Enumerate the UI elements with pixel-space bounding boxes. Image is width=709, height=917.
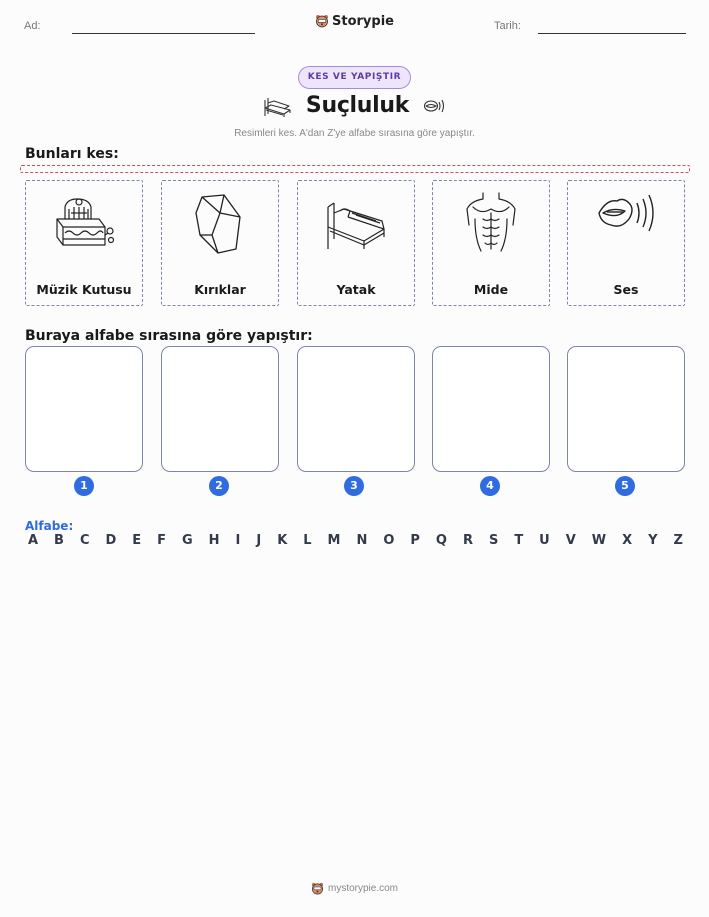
activity-badge: KES VE YAPIŞTIR: [298, 66, 411, 89]
slot-number: 1: [74, 476, 94, 496]
alphabet-label: Alfabe:: [25, 519, 74, 533]
name-label: Ad:: [24, 20, 41, 32]
slot-number: 3: [344, 476, 364, 496]
card-shards[interactable]: [161, 180, 279, 306]
alphabet-letter: P: [410, 533, 420, 548]
bear-icon: [315, 14, 329, 28]
page-title: Suçluluk: [305, 93, 410, 118]
alphabet-letter: L: [303, 533, 312, 548]
card-voice[interactable]: [567, 180, 685, 306]
alphabet-letter: N: [356, 533, 368, 548]
slot-number: 2: [209, 476, 229, 496]
bear-icon: [311, 882, 324, 895]
alphabet-letter: S: [488, 533, 499, 548]
brand-name: Storypie: [332, 13, 394, 29]
alphabet-letter: X: [622, 533, 633, 548]
alphabet-letter: Q: [435, 533, 447, 548]
alphabet-letter: V: [565, 533, 576, 548]
alphabet-letter: K: [277, 533, 288, 548]
alphabet-letter: M: [327, 533, 341, 548]
paste-heading: Buraya alfabe sırasına göre yapıştır:: [25, 328, 313, 344]
paste-slot-1[interactable]: [25, 346, 143, 472]
date-line: [538, 33, 686, 34]
alphabet-letter: J: [256, 533, 262, 548]
alphabet-letter: W: [591, 533, 607, 548]
footer-url[interactable]: mystorypie.com: [327, 883, 398, 894]
alphabet-letter: D: [105, 533, 117, 548]
voice-icon: [423, 97, 447, 115]
voice-icon: [593, 189, 659, 239]
cut-line: [20, 165, 690, 173]
alphabet-letter: Y: [648, 533, 658, 548]
music-box-icon: [47, 189, 121, 257]
shard-icon: [190, 189, 250, 259]
paste-slot-5[interactable]: [567, 346, 685, 472]
date-label: Tarih:: [494, 20, 521, 32]
torso-icon: [461, 189, 521, 255]
instructions: Resimleri kes. A'dan Z'ye alfabe sırasına göre yapıştır.: [234, 128, 475, 139]
alphabet-letter: T: [514, 533, 524, 548]
alphabet-letter: C: [79, 533, 90, 548]
alphabet-letter: E: [132, 533, 142, 548]
card-label: Kırıklar: [194, 282, 246, 297]
cut-heading: Bunları kes:: [25, 146, 119, 162]
card-label: Mide: [473, 282, 509, 297]
slot-number: 5: [615, 476, 635, 496]
slot-number: 4: [480, 476, 500, 496]
alphabet-letter: H: [208, 533, 220, 548]
alphabet-letter: G: [182, 533, 193, 548]
card-label: Müzik Kutusu: [36, 282, 132, 297]
name-line: [72, 33, 255, 34]
card-bed[interactable]: [297, 180, 415, 306]
paste-slot-4[interactable]: [432, 346, 550, 472]
alphabet-row: [28, 533, 683, 548]
alphabet-letter: Z: [673, 533, 683, 548]
alphabet-letter: I: [235, 533, 241, 548]
bed-icon: [320, 189, 392, 255]
card-music-box[interactable]: [25, 180, 143, 306]
footer: [0, 880, 709, 899]
paste-slot-3[interactable]: [297, 346, 415, 472]
brand-logo: [0, 13, 709, 32]
card-stomach[interactable]: [432, 180, 550, 306]
alphabet-letter: A: [28, 533, 39, 548]
alphabet-letter: O: [383, 533, 395, 548]
card-label: Yatak: [336, 282, 376, 297]
alphabet-letter: U: [539, 533, 550, 548]
bed-icon: [262, 94, 292, 118]
alphabet-letter: R: [462, 533, 473, 548]
card-label: Ses: [613, 282, 639, 297]
alphabet-letter: F: [157, 533, 167, 548]
paste-slot-2[interactable]: [161, 346, 279, 472]
alphabet-letter: B: [54, 533, 64, 548]
